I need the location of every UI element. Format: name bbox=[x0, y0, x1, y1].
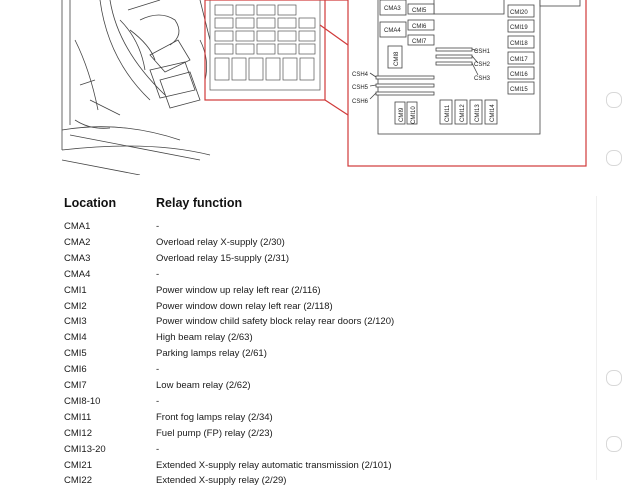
location-cell: CMA3 bbox=[64, 252, 91, 264]
location-cell: CMI6 bbox=[64, 364, 87, 376]
table-row bbox=[64, 221, 604, 237]
relay-label-cmi18: CMI18 bbox=[510, 41, 528, 47]
shunt-label-csh2: CSH2 bbox=[474, 62, 491, 68]
table-row bbox=[64, 380, 604, 396]
fuse-box-diagram bbox=[0, 0, 640, 175]
location-cell: CMA4 bbox=[64, 268, 91, 280]
location-cell: CMA2 bbox=[64, 236, 91, 248]
relay-function-cell: Power window down relay left rear (2/118) bbox=[156, 300, 333, 312]
shunt-label-csh4: CSH4 bbox=[352, 72, 369, 78]
table-row bbox=[64, 475, 604, 491]
relay-function-cell: - bbox=[156, 221, 160, 232]
relay-function-cell: Extended X-supply relay (2/29) bbox=[156, 475, 287, 487]
location-cell: CMI22 bbox=[64, 475, 92, 487]
location-cell: CMI21 bbox=[64, 459, 92, 471]
relay-label-cmi13: CMI13 bbox=[475, 104, 481, 122]
relay-function-cell: High beam relay (2/63) bbox=[156, 332, 253, 344]
relay-label-cmi10: CMI10 bbox=[411, 106, 417, 124]
fuse-block-illustration bbox=[210, 0, 320, 90]
table-row bbox=[64, 285, 604, 301]
relay-label-cmi17: CMI17 bbox=[510, 57, 528, 63]
relay-label-cmi5: CMI5 bbox=[412, 8, 427, 14]
relay-label-cmi14: CMI14 bbox=[490, 104, 496, 122]
relay-function-cell: Power window child safety block relay rear doors (2/120) bbox=[156, 316, 395, 328]
table-row bbox=[64, 269, 604, 285]
relay-function-cell: Overload relay X-supply (2/30) bbox=[156, 236, 285, 248]
shunt-label-csh6: CSH6 bbox=[352, 99, 369, 105]
relay-function-cell: - bbox=[156, 395, 160, 407]
table-row bbox=[64, 412, 604, 428]
table-row bbox=[64, 332, 604, 348]
table-row bbox=[64, 301, 604, 317]
relay-label-cmi15: CMI15 bbox=[510, 87, 528, 93]
binder-hole-mark bbox=[606, 92, 622, 108]
relay-label-cmi11: CMI11 bbox=[445, 104, 451, 122]
shunt-label-csh1: CSH1 bbox=[474, 49, 491, 55]
binder-hole-mark bbox=[606, 436, 622, 452]
location-cell: CMI13-20 bbox=[64, 443, 106, 455]
header-location: Location bbox=[64, 196, 117, 210]
binder-hole-mark bbox=[606, 370, 622, 386]
relay-label-cmi9: CMI9 bbox=[399, 107, 405, 122]
binder-hole-mark bbox=[606, 150, 622, 166]
shunt-label-csh5: CSH5 bbox=[352, 85, 369, 91]
shunt-label-csh3: CSH3 bbox=[474, 76, 491, 82]
table-row bbox=[64, 348, 604, 364]
relay-label-cmi6: CMI6 bbox=[412, 24, 427, 30]
location-cell: CMI7 bbox=[64, 380, 87, 391]
car-interior-illustration bbox=[62, 0, 210, 175]
location-cell: CMI8-10 bbox=[64, 395, 101, 407]
relay-function-cell: Parking lamps relay (2/61) bbox=[156, 348, 267, 360]
table-row bbox=[64, 364, 604, 380]
relay-label-cmi8: CMI8 bbox=[394, 51, 400, 66]
location-cell: CMI2 bbox=[64, 300, 87, 312]
table-row bbox=[64, 460, 604, 476]
relay-function-cell: Low beam relay (2/62) bbox=[156, 380, 251, 391]
table-row bbox=[64, 428, 604, 444]
table-row bbox=[64, 444, 604, 460]
relay-function-cell: - bbox=[156, 443, 160, 455]
relay-function-cell: - bbox=[156, 364, 160, 376]
table-row bbox=[64, 237, 604, 253]
table-row bbox=[64, 396, 604, 412]
location-cell: CMI4 bbox=[64, 332, 87, 344]
relay-label-cmi19: CMI19 bbox=[510, 25, 528, 31]
location-cell: CMI1 bbox=[64, 284, 87, 296]
location-cell: CMA1 bbox=[64, 221, 91, 232]
relay-label-cma4: CMA4 bbox=[384, 28, 401, 34]
relay-function-cell: Overload relay 15-supply (2/31) bbox=[156, 252, 290, 264]
location-cell: CMI3 bbox=[64, 316, 87, 328]
location-cell: CMI5 bbox=[64, 348, 87, 360]
table-row bbox=[64, 253, 604, 269]
relay-label-cmi20: CMI20 bbox=[510, 10, 528, 16]
location-cell: CMI11 bbox=[64, 411, 92, 423]
table-row bbox=[64, 316, 604, 332]
header-relay-function: Relay function bbox=[156, 196, 243, 210]
relay-label-cmi12: CMI12 bbox=[460, 104, 466, 122]
location-cell: CMI12 bbox=[64, 427, 92, 439]
relay-label-cma3: CMA3 bbox=[384, 6, 401, 12]
relay-label-cmi16: CMI16 bbox=[510, 72, 528, 78]
relay-function-cell: - bbox=[156, 268, 160, 280]
relay-function-cell: Front fog lamps relay (2/34) bbox=[156, 411, 273, 423]
relay-function-cell: Fuel pump (FP) relay (2/23) bbox=[156, 427, 273, 439]
relay-function-cell: Extended X-supply relay automatic transmission (2/101) bbox=[156, 459, 392, 471]
relay-label-cmi7: CMI7 bbox=[412, 39, 427, 45]
relay-function-cell: Power window up relay left rear (2/116) bbox=[156, 284, 321, 296]
